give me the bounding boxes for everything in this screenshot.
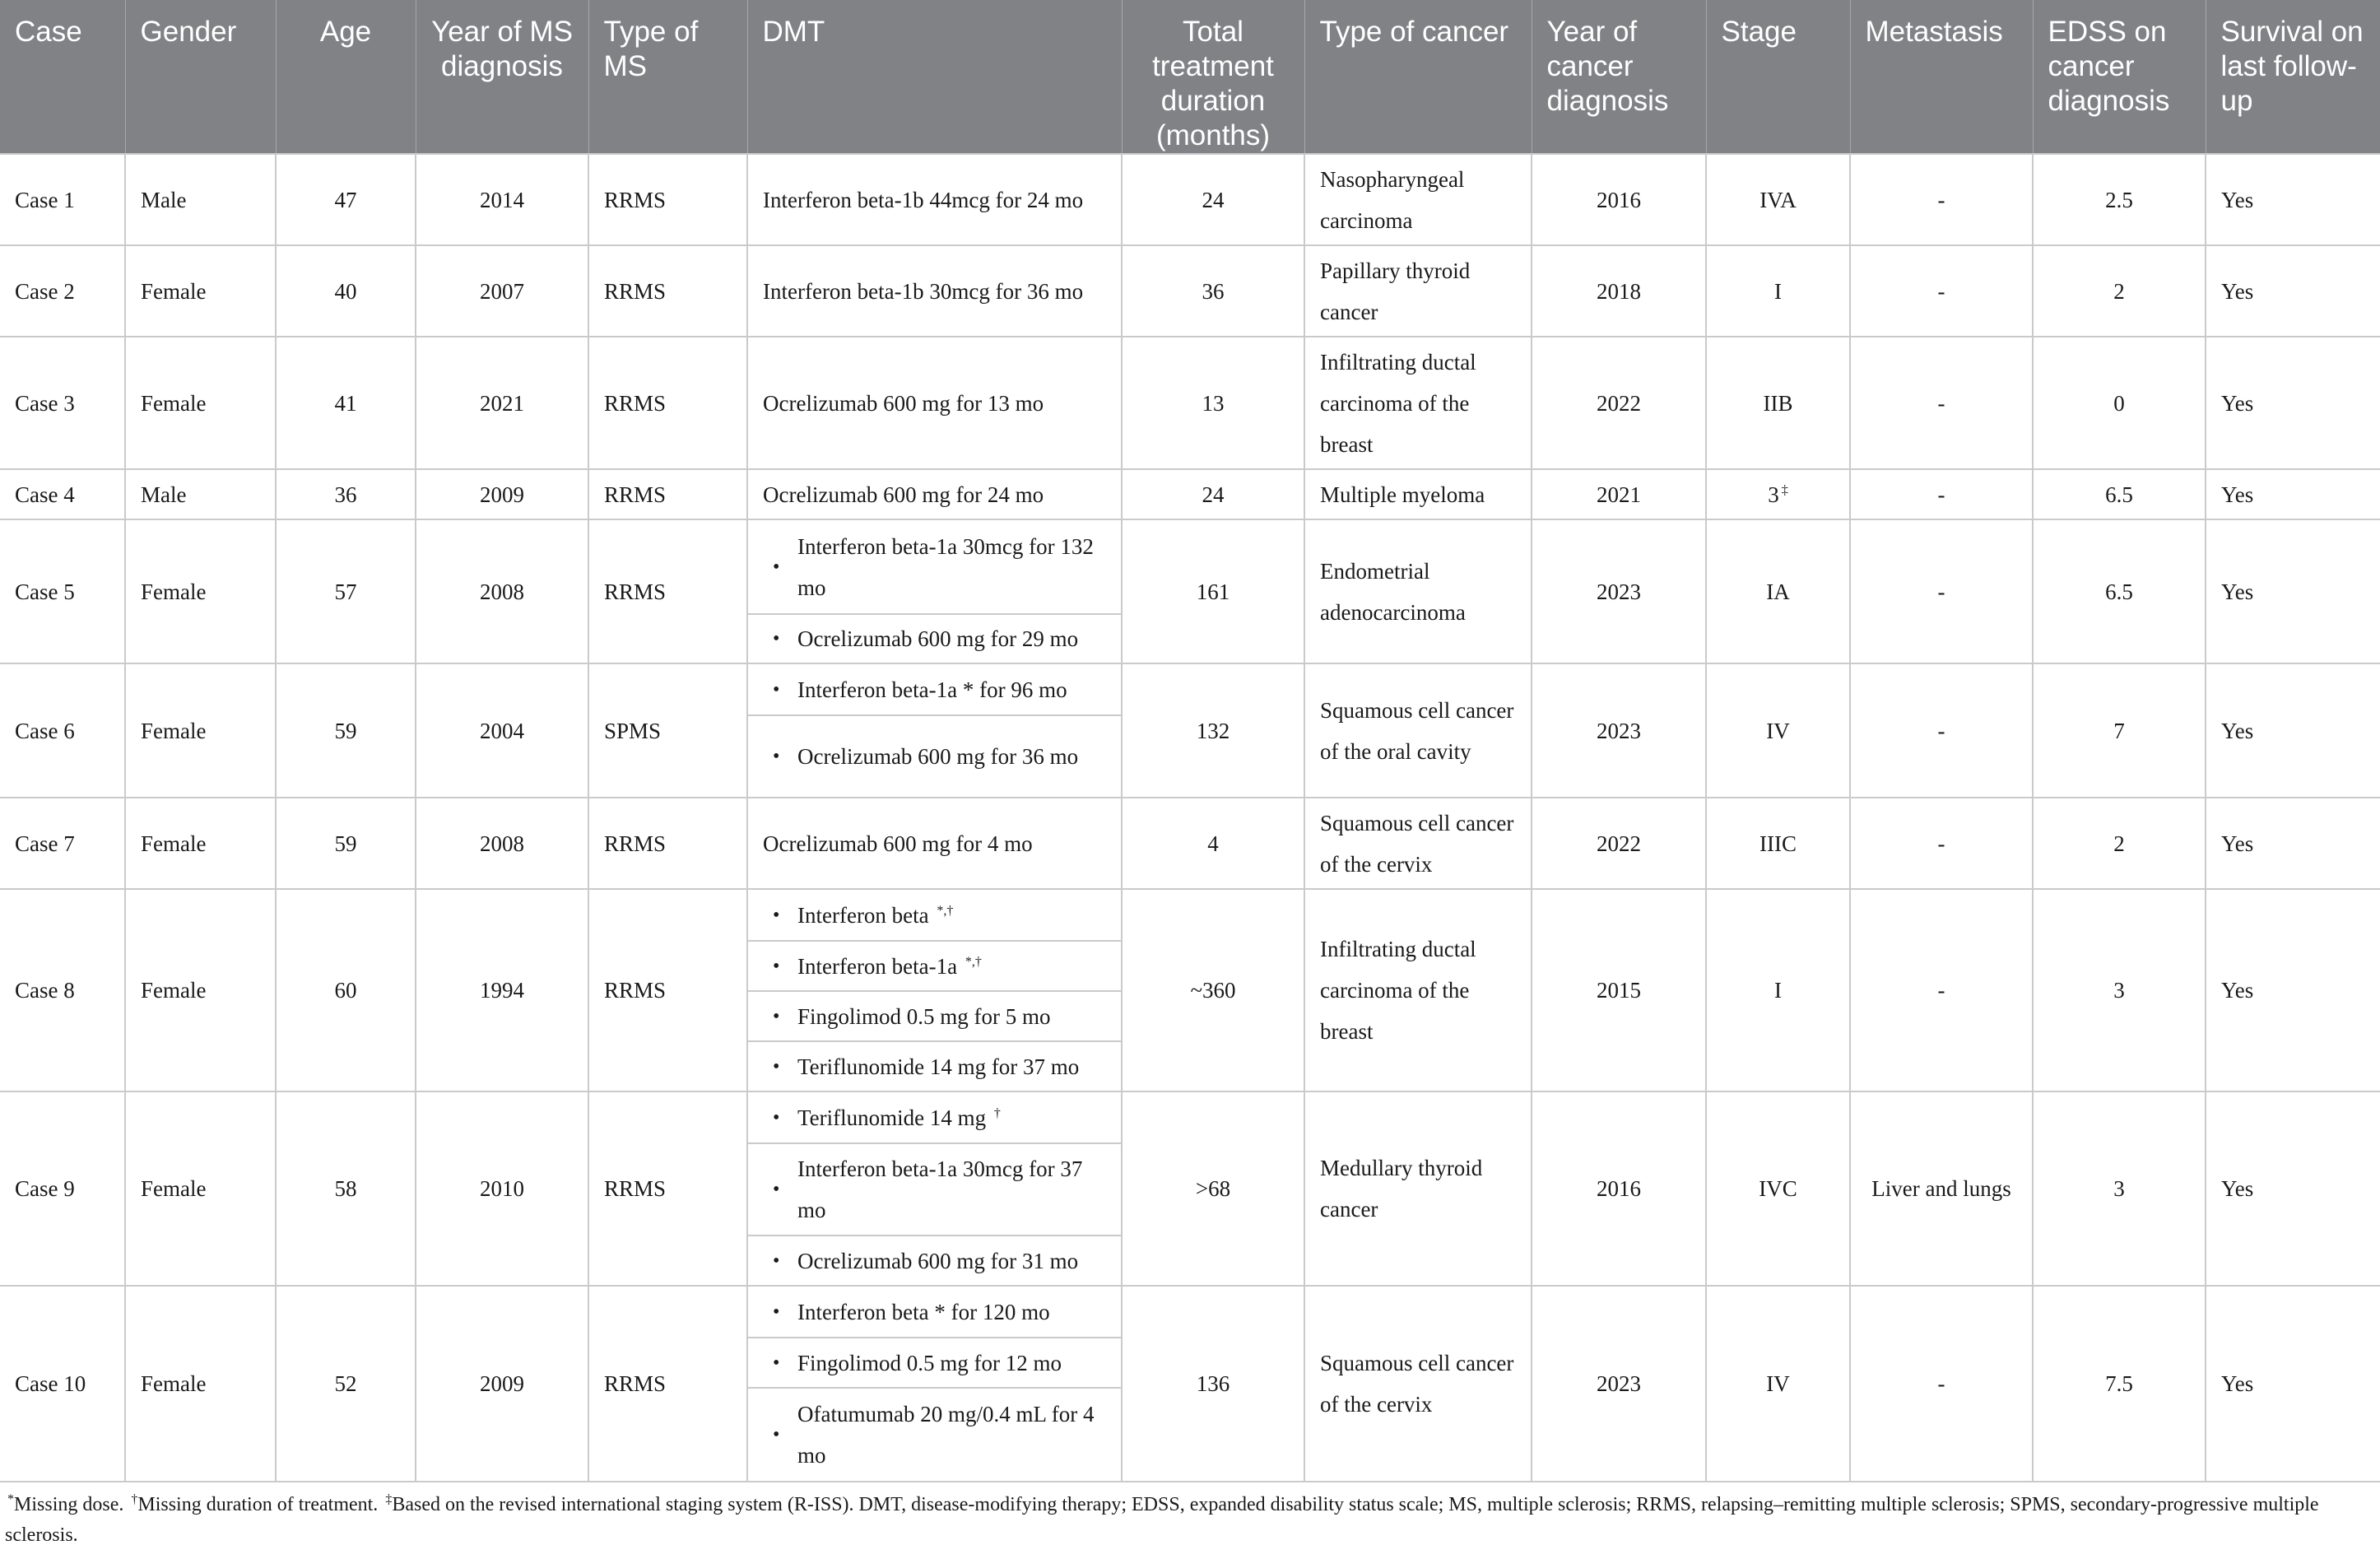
bullet-icon: •	[773, 904, 780, 926]
bullet-icon: •	[773, 1250, 780, 1272]
dmt-label: Interferon beta-1a 30mcg for 37 mo	[797, 1156, 1083, 1222]
cell-survival: Yes	[2206, 337, 2380, 469]
dmt-text	[797, 1394, 1106, 1476]
cell-edss: 3	[2033, 1091, 2206, 1286]
cell-duration: >68	[1122, 1091, 1304, 1286]
cell-case: Case 8	[0, 889, 125, 1091]
table-row	[0, 245, 2380, 337]
cell-stage	[1706, 519, 1850, 663]
cell-year-ms: 2008	[416, 519, 588, 663]
dmt-label: Interferon beta-1a 30mcg for 132 mo	[797, 533, 1094, 600]
cell-case: Case 4	[0, 469, 125, 519]
cell-year-ms: 2007	[416, 245, 588, 337]
bullet-icon: •	[773, 1005, 780, 1027]
cell-duration: 36	[1122, 245, 1304, 337]
cell-year-ms: 2009	[416, 469, 588, 519]
cell-edss: 7	[2033, 663, 2206, 798]
cell-stage	[1706, 1286, 1850, 1482]
cell-age: 41	[276, 337, 416, 469]
cell-stage	[1706, 469, 1850, 519]
dmt-footnote-mark: *,†	[937, 903, 954, 918]
bullet-icon: •	[773, 628, 780, 649]
cell-metastasis: -	[1850, 1286, 2033, 1482]
cell-year-ms: 2009	[416, 1286, 588, 1482]
stage-value: 3	[1768, 482, 1779, 507]
header-year-cancer: Year of cancer diagnosis	[1532, 0, 1706, 154]
dmt-text	[797, 1240, 1106, 1282]
cell-cancer-type: Infiltrating ductal carcinoma of the breast	[1304, 337, 1532, 469]
cell-dmt	[747, 245, 1122, 337]
cell-gender: Female	[125, 1091, 276, 1286]
cell-type-ms: RRMS	[588, 337, 747, 469]
cell-survival: Yes	[2206, 663, 2380, 798]
cell-year-cancer: 2015	[1532, 889, 1706, 1091]
cell-year-ms: 2010	[416, 1091, 588, 1286]
cell-duration: 161	[1122, 519, 1304, 663]
cell-gender: Female	[125, 337, 276, 469]
dmt-list-item	[748, 1092, 1121, 1142]
dmt-text	[797, 895, 1106, 936]
table-row	[0, 519, 2380, 663]
cell-year-cancer: 2021	[1532, 469, 1706, 519]
dmt-text	[797, 618, 1106, 659]
cell-gender: Male	[125, 154, 276, 245]
cell-cancer-type: Squamous cell cancer of the cervix	[1304, 1286, 1532, 1482]
cell-year-ms: 2014	[416, 154, 588, 245]
header-gender: Gender	[125, 0, 276, 154]
dmt-label: Ofatumumab 20 mg/0.4 mL for 4 mo	[797, 1402, 1095, 1468]
dmt-list-item	[748, 990, 1121, 1040]
stage-value: I	[1774, 978, 1782, 1003]
cell-metastasis: -	[1850, 245, 2033, 337]
cell-dmt	[747, 519, 1122, 663]
dmt-text	[797, 526, 1106, 608]
cell-year-cancer: 2016	[1532, 154, 1706, 245]
dmt-label: Interferon beta-1b 30mcg for 36 mo	[763, 278, 1084, 304]
bullet-icon: •	[773, 746, 780, 767]
dmt-label: Fingolimod 0.5 mg for 12 mo	[797, 1350, 1062, 1375]
header-metastasis: Metastasis	[1850, 0, 2033, 154]
cell-stage	[1706, 798, 1850, 889]
dmt-label: Ocrelizumab 600 mg for 29 mo	[797, 626, 1079, 651]
cell-type-ms: RRMS	[588, 469, 747, 519]
cell-case: Case 7	[0, 798, 125, 889]
dmt-label: Interferon beta	[797, 902, 929, 928]
bullet-icon: •	[773, 1055, 780, 1077]
cell-edss: 2	[2033, 245, 2206, 337]
cell-dmt	[747, 663, 1122, 798]
cell-age: 59	[276, 798, 416, 889]
cell-year-cancer: 2023	[1532, 663, 1706, 798]
stage-value: IV	[1766, 1371, 1790, 1396]
cell-year-cancer: 2022	[1532, 337, 1706, 469]
cell-duration: 132	[1122, 663, 1304, 798]
dmt-list-item	[748, 664, 1121, 714]
cell-type-ms: RRMS	[588, 889, 747, 1091]
bullet-icon: •	[773, 955, 780, 977]
header-type-ms: Type of MS	[588, 0, 747, 154]
bullet-icon: •	[773, 1424, 780, 1445]
dmt-footnote-mark: †	[993, 1105, 1001, 1120]
dmt-label: Ocrelizumab 600 mg for 13 mo	[763, 390, 1044, 416]
cell-cancer-type: Squamous cell cancer of the oral cavity	[1304, 663, 1532, 798]
cell-survival: Yes	[2206, 469, 2380, 519]
cell-metastasis: -	[1850, 889, 2033, 1091]
dmt-text	[797, 1291, 1106, 1333]
cell-dmt	[747, 889, 1122, 1091]
cell-dmt	[747, 154, 1122, 245]
table-body	[0, 154, 2380, 1482]
cell-case: Case 10	[0, 1286, 125, 1482]
dmt-label: Teriflunomide 14 mg	[797, 1105, 987, 1130]
cell-year-ms: 2021	[416, 337, 588, 469]
cell-metastasis: -	[1850, 519, 2033, 663]
cell-type-ms: RRMS	[588, 1091, 747, 1286]
header-dmt: DMT	[747, 0, 1122, 154]
cell-gender: Female	[125, 889, 276, 1091]
cell-metastasis: -	[1850, 469, 2033, 519]
cell-type-ms: SPMS	[588, 663, 747, 798]
dmt-label: Interferon beta-1a	[797, 953, 958, 979]
stage-value: IVA	[1759, 187, 1797, 212]
stage-value: I	[1774, 278, 1782, 304]
footnote-mark: †	[131, 1492, 138, 1506]
header-survival: Survival on last follow-up	[2206, 0, 2380, 154]
cell-gender: Male	[125, 469, 276, 519]
cell-duration: 24	[1122, 469, 1304, 519]
cell-cancer-type: Papillary thyroid cancer	[1304, 245, 1532, 337]
cell-survival: Yes	[2206, 154, 2380, 245]
cell-age: 36	[276, 469, 416, 519]
cell-type-ms: RRMS	[588, 154, 747, 245]
cell-stage	[1706, 663, 1850, 798]
cell-gender: Female	[125, 1286, 276, 1482]
dmt-label: Ocrelizumab 600 mg for 24 mo	[763, 482, 1044, 507]
header-edss: EDSS on cancer diagnosis	[2033, 0, 2206, 154]
dmt-list-item	[748, 613, 1121, 663]
stage-value: IIIC	[1759, 831, 1797, 856]
cell-dmt	[747, 1091, 1122, 1286]
cell-type-ms: RRMS	[588, 798, 747, 889]
cell-dmt	[747, 337, 1122, 469]
dmt-text	[797, 996, 1106, 1037]
header-stage: Stage	[1706, 0, 1850, 154]
cell-case: Case 9	[0, 1091, 125, 1286]
cell-type-ms: RRMS	[588, 1286, 747, 1482]
cell-survival: Yes	[2206, 798, 2380, 889]
dmt-label: Interferon beta-1b 44mcg for 24 mo	[763, 187, 1084, 212]
cell-case: Case 2	[0, 245, 125, 337]
dmt-list-item	[748, 1142, 1121, 1235]
table-row	[0, 337, 2380, 469]
cell-gender: Female	[125, 798, 276, 889]
table-row	[0, 1286, 2380, 1482]
dmt-text	[797, 736, 1106, 777]
cell-cancer-type: Endometrial adenocarcinoma	[1304, 519, 1532, 663]
cell-year-cancer: 2018	[1532, 245, 1706, 337]
cell-cancer-type: Medullary thyroid cancer	[1304, 1091, 1532, 1286]
dmt-label: Ocrelizumab 600 mg for 31 mo	[797, 1248, 1079, 1273]
cell-duration: 136	[1122, 1286, 1304, 1482]
bullet-icon: •	[773, 678, 780, 700]
stage-footnote-mark: ‡	[1781, 482, 1788, 497]
footnote-text: Missing dose.	[14, 1494, 129, 1515]
cell-gender: Female	[125, 663, 276, 798]
cell-year-ms: 2008	[416, 798, 588, 889]
cell-duration: 24	[1122, 154, 1304, 245]
cell-gender: Female	[125, 245, 276, 337]
cell-stage	[1706, 245, 1850, 337]
cell-age: 57	[276, 519, 416, 663]
cell-age: 58	[276, 1091, 416, 1286]
table-row	[0, 798, 2380, 889]
dmt-list-item	[748, 714, 1121, 797]
dmt-text	[797, 1046, 1106, 1087]
header-cancer-type: Type of cancer	[1304, 0, 1532, 154]
dmt-footnote-mark: *,†	[965, 954, 982, 969]
cell-stage	[1706, 337, 1850, 469]
cell-gender: Female	[125, 519, 276, 663]
cell-metastasis: Liver and lungs	[1850, 1091, 2033, 1286]
cell-year-cancer: 2022	[1532, 798, 1706, 889]
cell-metastasis: -	[1850, 798, 2033, 889]
dmt-label: Interferon beta-1a * for 96 mo	[797, 677, 1067, 702]
cell-case: Case 5	[0, 519, 125, 663]
cell-dmt	[747, 469, 1122, 519]
cell-survival: Yes	[2206, 519, 2380, 663]
cell-stage	[1706, 154, 1850, 245]
header-duration: Total treatment duration (months)	[1122, 0, 1304, 154]
cell-metastasis: -	[1850, 337, 2033, 469]
cell-duration: ~360	[1122, 889, 1304, 1091]
cell-metastasis: -	[1850, 154, 2033, 245]
cell-cancer-type: Infiltrating ductal carcinoma of the breast	[1304, 889, 1532, 1091]
cell-age: 59	[276, 663, 416, 798]
dmt-list-item	[748, 1235, 1121, 1285]
cell-survival: Yes	[2206, 889, 2380, 1091]
cell-dmt	[747, 1286, 1122, 1482]
cell-age: 60	[276, 889, 416, 1091]
table-row	[0, 154, 2380, 245]
dmt-label: Ocrelizumab 600 mg for 4 mo	[763, 831, 1033, 856]
dmt-list-item	[748, 1287, 1121, 1337]
cell-age: 40	[276, 245, 416, 337]
cell-case: Case 1	[0, 154, 125, 245]
bullet-icon: •	[773, 1301, 780, 1323]
cell-cancer-type: Multiple myeloma	[1304, 469, 1532, 519]
dmt-label: Fingolimod 0.5 mg for 5 mo	[797, 1003, 1051, 1029]
dmt-list-item	[748, 1387, 1121, 1481]
cell-metastasis: -	[1850, 663, 2033, 798]
cell-edss: 2	[2033, 798, 2206, 889]
bullet-icon: •	[773, 1179, 780, 1200]
dmt-text	[797, 1148, 1106, 1231]
stage-value: IIB	[1763, 390, 1793, 416]
stage-value: IVC	[1759, 1176, 1797, 1201]
table-row	[0, 469, 2380, 519]
cell-edss: 0	[2033, 337, 2206, 469]
bullet-icon: •	[773, 1352, 780, 1374]
cell-survival: Yes	[2206, 1091, 2380, 1286]
dmt-text	[797, 1343, 1106, 1384]
header-case: Case	[0, 0, 125, 154]
cell-stage	[1706, 889, 1850, 1091]
dmt-label: Interferon beta * for 120 mo	[797, 1299, 1050, 1324]
bullet-icon: •	[773, 1106, 780, 1129]
stage-value: IV	[1766, 718, 1790, 743]
header-year-ms: Year of MS diagnosis	[416, 0, 588, 154]
dmt-list-item	[748, 1040, 1121, 1091]
table-row	[0, 889, 2380, 1091]
cell-edss: 3	[2033, 889, 2206, 1091]
footnote-mark: ‡	[385, 1492, 393, 1506]
cell-year-cancer: 2016	[1532, 1091, 1706, 1286]
dmt-text	[797, 1097, 1106, 1138]
dmt-label: Teriflunomide 14 mg for 37 mo	[797, 1054, 1080, 1079]
table-row	[0, 663, 2380, 798]
header-row	[0, 0, 2380, 154]
cell-duration: 13	[1122, 337, 1304, 469]
cell-year-ms: 2004	[416, 663, 588, 798]
footnote-text: Missing duration of treatment.	[137, 1494, 383, 1515]
dmt-label: Ocrelizumab 600 mg for 36 mo	[797, 744, 1079, 769]
table-row	[0, 1091, 2380, 1286]
dmt-list-item	[748, 1337, 1121, 1387]
cell-cancer-type: Squamous cell cancer of the cervix	[1304, 798, 1532, 889]
cell-cancer-type: Nasopharyngeal carcinoma	[1304, 154, 1532, 245]
cell-case: Case 3	[0, 337, 125, 469]
header-age: Age	[276, 0, 416, 154]
dmt-text	[797, 669, 1106, 710]
cell-year-ms: 1994	[416, 889, 588, 1091]
cell-edss: 6.5	[2033, 469, 2206, 519]
cell-age: 52	[276, 1286, 416, 1482]
stage-value: IA	[1766, 579, 1790, 604]
bullet-icon: •	[773, 556, 780, 578]
footnote-mark: *	[7, 1492, 14, 1506]
cell-year-cancer: 2023	[1532, 1286, 1706, 1482]
dmt-list-item	[748, 890, 1121, 940]
cell-case: Case 6	[0, 663, 125, 798]
cell-duration: 4	[1122, 798, 1304, 889]
cell-type-ms: RRMS	[588, 245, 747, 337]
cell-dmt	[747, 798, 1122, 889]
table-footnote	[0, 1490, 2380, 1551]
cell-age: 47	[276, 154, 416, 245]
cell-survival: Yes	[2206, 245, 2380, 337]
cell-edss: 7.5	[2033, 1286, 2206, 1482]
dmt-list-item	[748, 520, 1121, 613]
footnote-text: Based on the revised international staging system (R-ISS). DMT, disease-modifying therapy; EDSS, expanded disability status scale; MS, multiple sclerosis; RRMS, relapsing–remitting multiple sclerosis; SPMS, secondary-progressive multiple sclerosis.	[5, 1494, 2319, 1546]
dmt-list-item	[748, 940, 1121, 990]
cell-edss: 6.5	[2033, 519, 2206, 663]
cell-edss: 2.5	[2033, 154, 2206, 245]
cell-year-cancer: 2023	[1532, 519, 1706, 663]
dmt-text	[797, 946, 1106, 987]
cell-survival: Yes	[2206, 1286, 2380, 1482]
cell-type-ms: RRMS	[588, 519, 747, 663]
cell-stage	[1706, 1091, 1850, 1286]
